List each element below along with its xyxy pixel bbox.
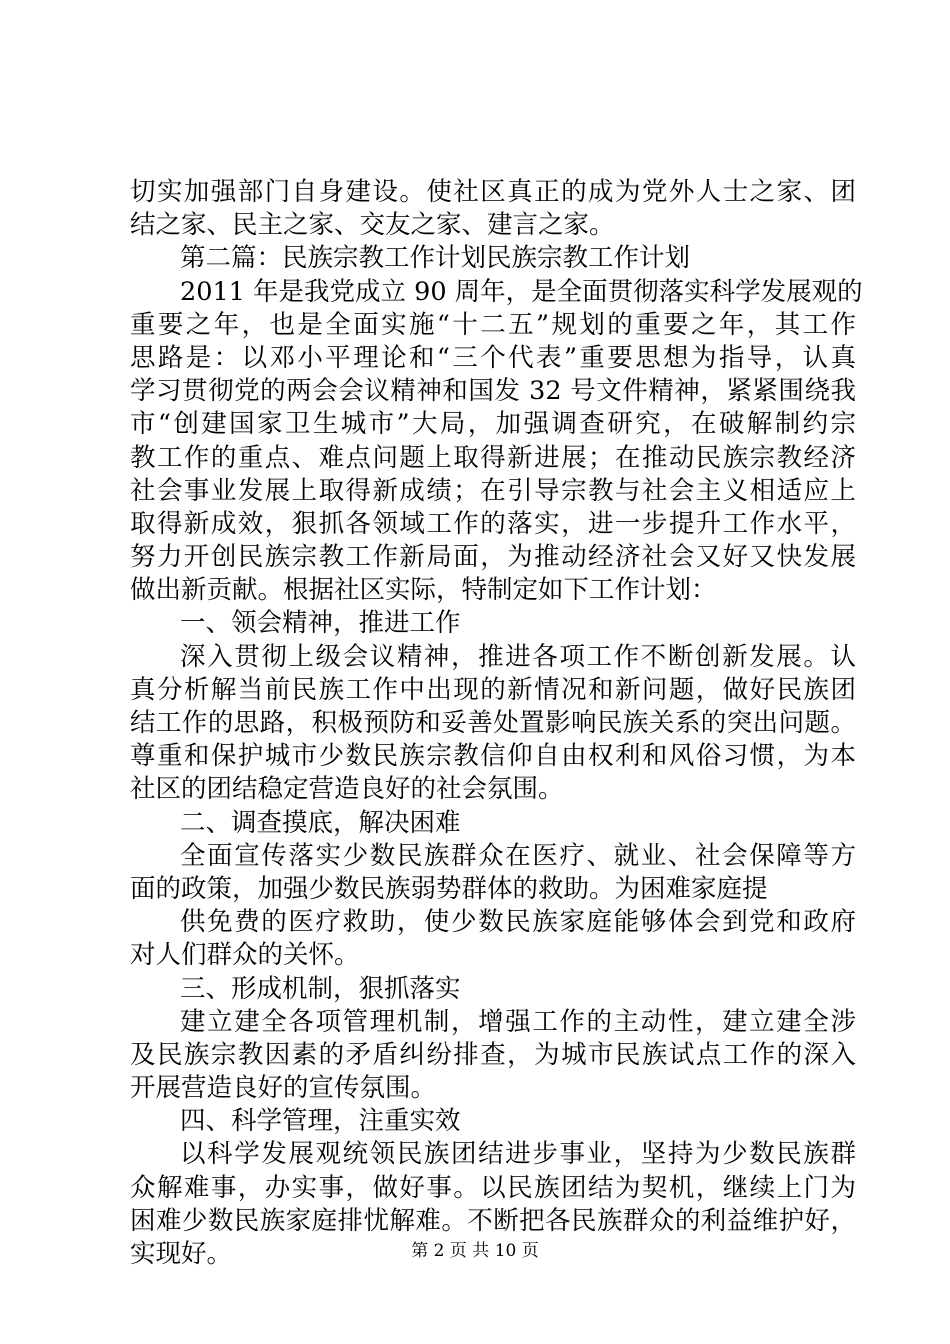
text-line: 供免费的医疗救助，使少数民族家庭能够体会到党和政府 xyxy=(180,907,856,938)
text-line: 一、领会精神，推进工作 xyxy=(180,608,461,639)
text-line: 真分析解当前民族工作中出现的新情况和新问题，做好民族团 xyxy=(130,674,856,705)
text-line: 学习贯彻党的两会会议精神和国发 32 号文件精神，紧紧围绕我 xyxy=(130,376,856,407)
text-line: 全面宣传落实少数民族群众在医疗、就业、社会保障等方 xyxy=(180,840,856,871)
text-line: 三、形成机制，狠抓落实 xyxy=(180,973,461,1004)
text-line: 社区的团结稳定营造良好的社会氛围。 xyxy=(130,774,564,805)
text-line: 思路是：以邓小平理论和“三个代表”重要思想为指导，认真 xyxy=(130,342,856,373)
text-line: 及民族宗教因素的矛盾纠纷排查，为城市民族试点工作的深入 xyxy=(130,1039,856,1070)
text-line: 第二篇：民族宗教工作计划民族宗教工作计划 xyxy=(180,243,691,274)
text-line: 对人们群众的关怀。 xyxy=(130,940,360,971)
text-line: 众解难事，办实事，做好事。以民族团结为契机，继续上门为 xyxy=(130,1172,856,1203)
text-line: 四、科学管理，注重实效 xyxy=(180,1106,461,1137)
text-line: 社会事业发展上取得新成绩；在引导宗教与社会主义相适应上 xyxy=(130,475,856,506)
text-line: 困难少数民族家庭排忧解难。不断把各民族群众的利益维护好， xyxy=(130,1205,856,1236)
text-line: 深入贯彻上级会议精神，推进各项工作不断创新发展。认 xyxy=(180,641,856,672)
text-line: 教工作的重点、难点问题上取得新进展；在推动民族宗教经济 xyxy=(130,442,856,473)
text-line: 尊重和保护城市少数民族宗教信仰自由权利和风俗习惯，为本 xyxy=(130,741,856,772)
text-line: 重要之年，也是全面实施“十二五”规划的重要之年，其工作 xyxy=(130,309,856,340)
page-footer: 第 2 页 共 10 页 xyxy=(411,1241,539,1261)
text-line: 开展营造良好的宣传氛围。 xyxy=(130,1073,437,1104)
text-line: 取得新成效，狠抓各领域工作的落实，进一步提升工作水平， xyxy=(130,508,856,539)
document-body xyxy=(130,176,863,1271)
text-line: 二、调查摸底，解决困难 xyxy=(180,807,461,838)
text-line: 结工作的思路，积极预防和妥善处置影响民族关系的突出问题。 xyxy=(130,708,856,738)
text-line: 结之家、民主之家、交友之家、建言之家。 xyxy=(130,210,615,241)
text-line: 努力开创民族宗教工作新局面，为推动经济社会又好又快发展 xyxy=(130,542,856,573)
text-line: 2011 年是我党成立 90 周年，是全面贯彻落实科学发展观的 xyxy=(180,276,863,307)
text-line: 面的政策，加强少数民族弱势群体的救助。为困难家庭提 xyxy=(130,873,768,904)
text-line: 以科学发展观统领民族团结进步事业，坚持为少数民族群 xyxy=(180,1139,856,1170)
text-line: 建立建全各项管理机制，增强工作的主动性，建立建全涉 xyxy=(180,1006,856,1037)
text-line: 切实加强部门自身建设。使社区真正的成为党外人士之家、团 xyxy=(130,177,856,207)
text-line: 实现好。 xyxy=(130,1239,233,1269)
text-line: 市“创建国家卫生城市”大局，加强调查研究，在破解制约宗 xyxy=(130,409,856,440)
text-line: 做出新贡献。根据社区实际，特制定如下工作计划： xyxy=(130,575,717,606)
